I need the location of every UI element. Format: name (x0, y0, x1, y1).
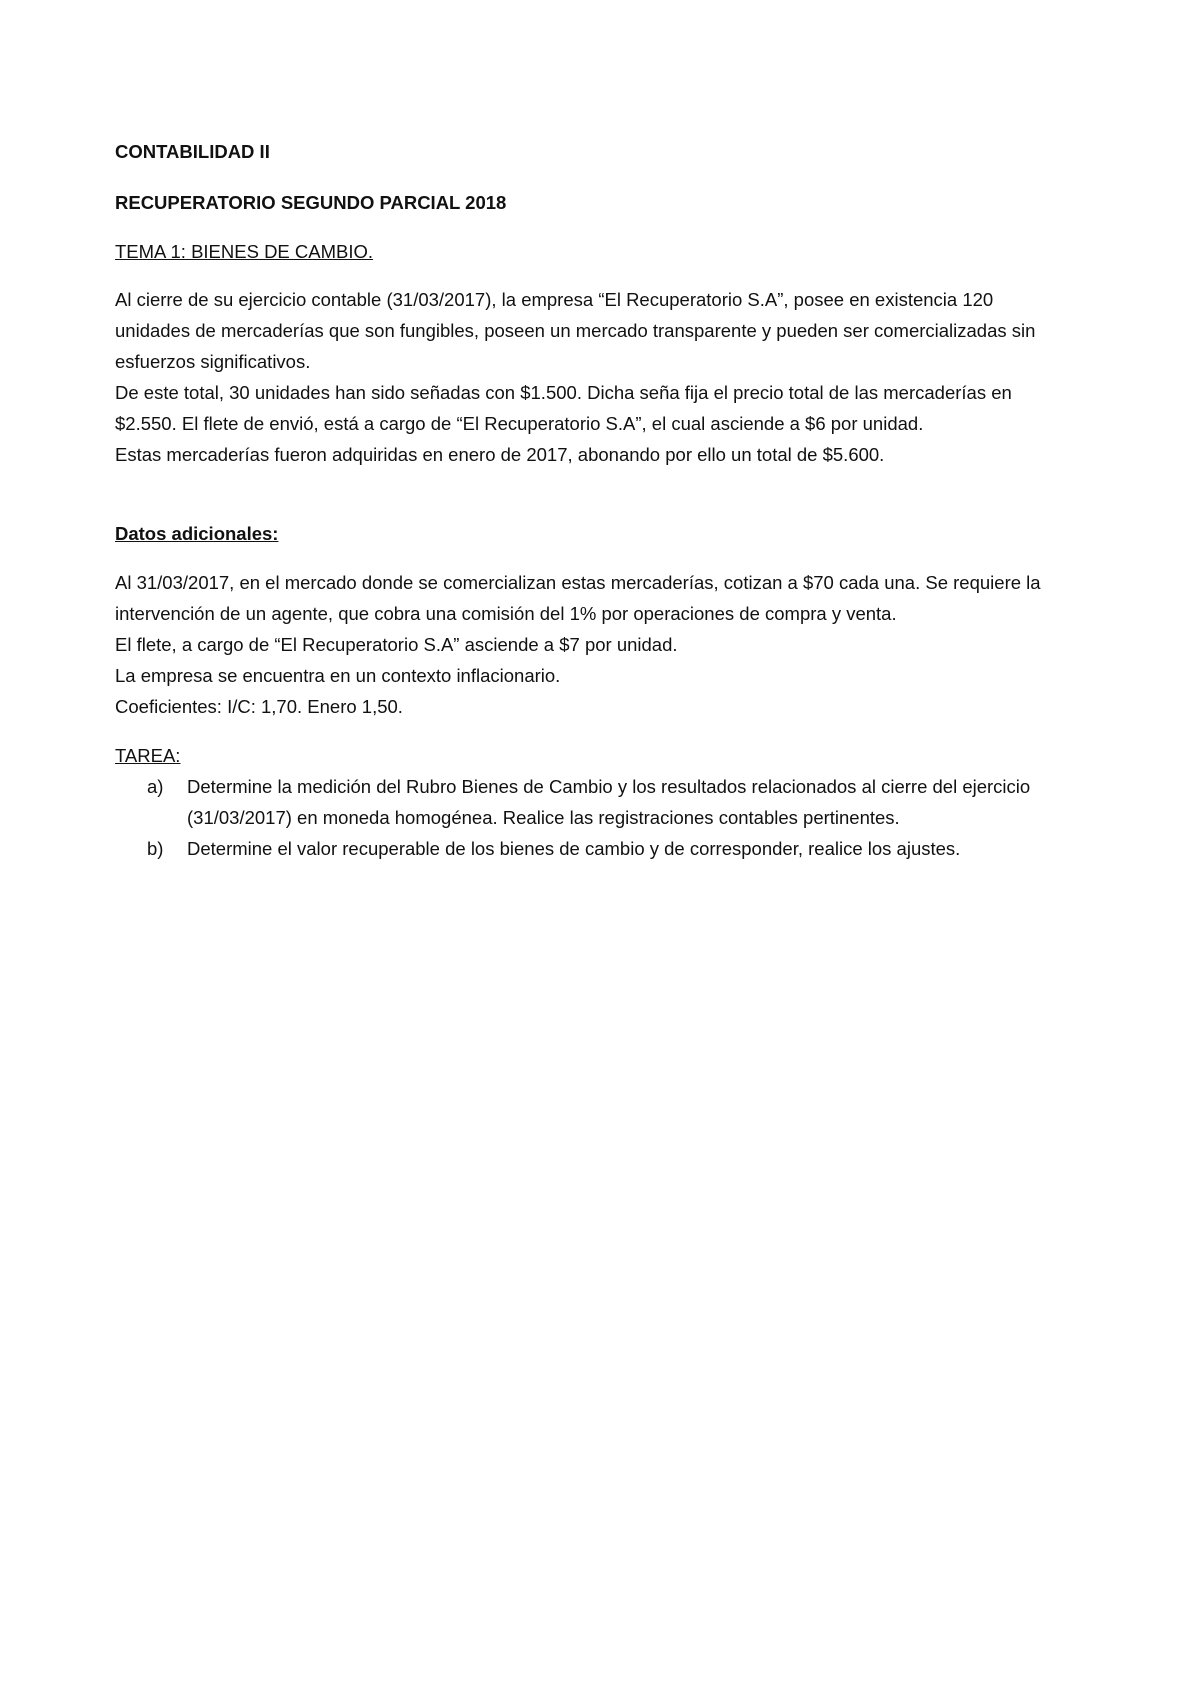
task-text-line: (31/03/2017) en moneda homogénea. Realice las registraciones contables pertinentes. (187, 807, 900, 828)
intro-line: De este total, 30 unidades han sido señadas con $1.500. Dicha seña fija el precio total de las mercaderías en (115, 382, 1012, 403)
spacer (115, 549, 1125, 567)
task-item-b (115, 833, 1125, 864)
spacer (115, 470, 1125, 518)
additional-data-title: Datos adicionales: (115, 523, 279, 544)
task-letter: a) (147, 776, 164, 797)
additional-data-paragraph (115, 567, 1125, 722)
spacer (115, 722, 1125, 740)
intro-line: unidades de mercaderías que son fungibles, poseen un mercado transparente y pueden ser comercializadas sin (115, 320, 1036, 341)
task-list (115, 771, 1125, 864)
additional-line: La empresa se encuentra en un contexto inflacionario. (115, 665, 561, 686)
additional-line: El flete, a cargo de “El Recuperatorio S.A” asciende a $7 por unidad. (115, 634, 678, 655)
intro-paragraph (115, 284, 1125, 470)
intro-line: $2.550. El flete de envió, está a cargo de “El Recuperatorio S.A”, el cual asciende a $6 por unidad. (115, 413, 924, 434)
intro-line: esfuerzos significativos. (115, 351, 311, 372)
intro-line: Estas mercaderías fueron adquiridas en enero de 2017, abonando por ello un total de $5.600. (115, 444, 885, 465)
additional-line: Al 31/03/2017, en el mercado donde se comercializan estas mercaderías, cotizan a $70 cada una. Se requiere la (115, 572, 1041, 593)
course-title: CONTABILIDAD II (115, 141, 270, 162)
task-text-line: Determine el valor recuperable de los bienes de cambio y de corresponder, realice los ajustes. (187, 838, 961, 859)
task-text (181, 833, 1125, 864)
task-letter: b) (147, 838, 164, 859)
topic-title: TEMA 1: BIENES DE CAMBIO. (115, 241, 374, 262)
task-text-line: Determine la medición del Rubro Bienes de Cambio y los resultados relacionados al cierre del ejercicio (187, 776, 1031, 797)
exam-title: RECUPERATORIO SEGUNDO PARCIAL 2018 (115, 192, 507, 213)
spacer (115, 267, 1125, 284)
additional-line: intervención de un agente, que cobra una comisión del 1% por operaciones de compra y venta. (115, 603, 897, 624)
task-text (181, 771, 1125, 833)
document-content (115, 136, 1125, 864)
coefficients-line: Coeficientes: I/C: 1,70. Enero 1,50. (115, 696, 403, 717)
task-title: TAREA: (115, 745, 181, 766)
task-item-a (115, 771, 1125, 833)
intro-line: Al cierre de su ejercicio contable (31/03/2017), la empresa “El Recuperatorio S.A”, posee en existencia 120 (115, 289, 994, 310)
